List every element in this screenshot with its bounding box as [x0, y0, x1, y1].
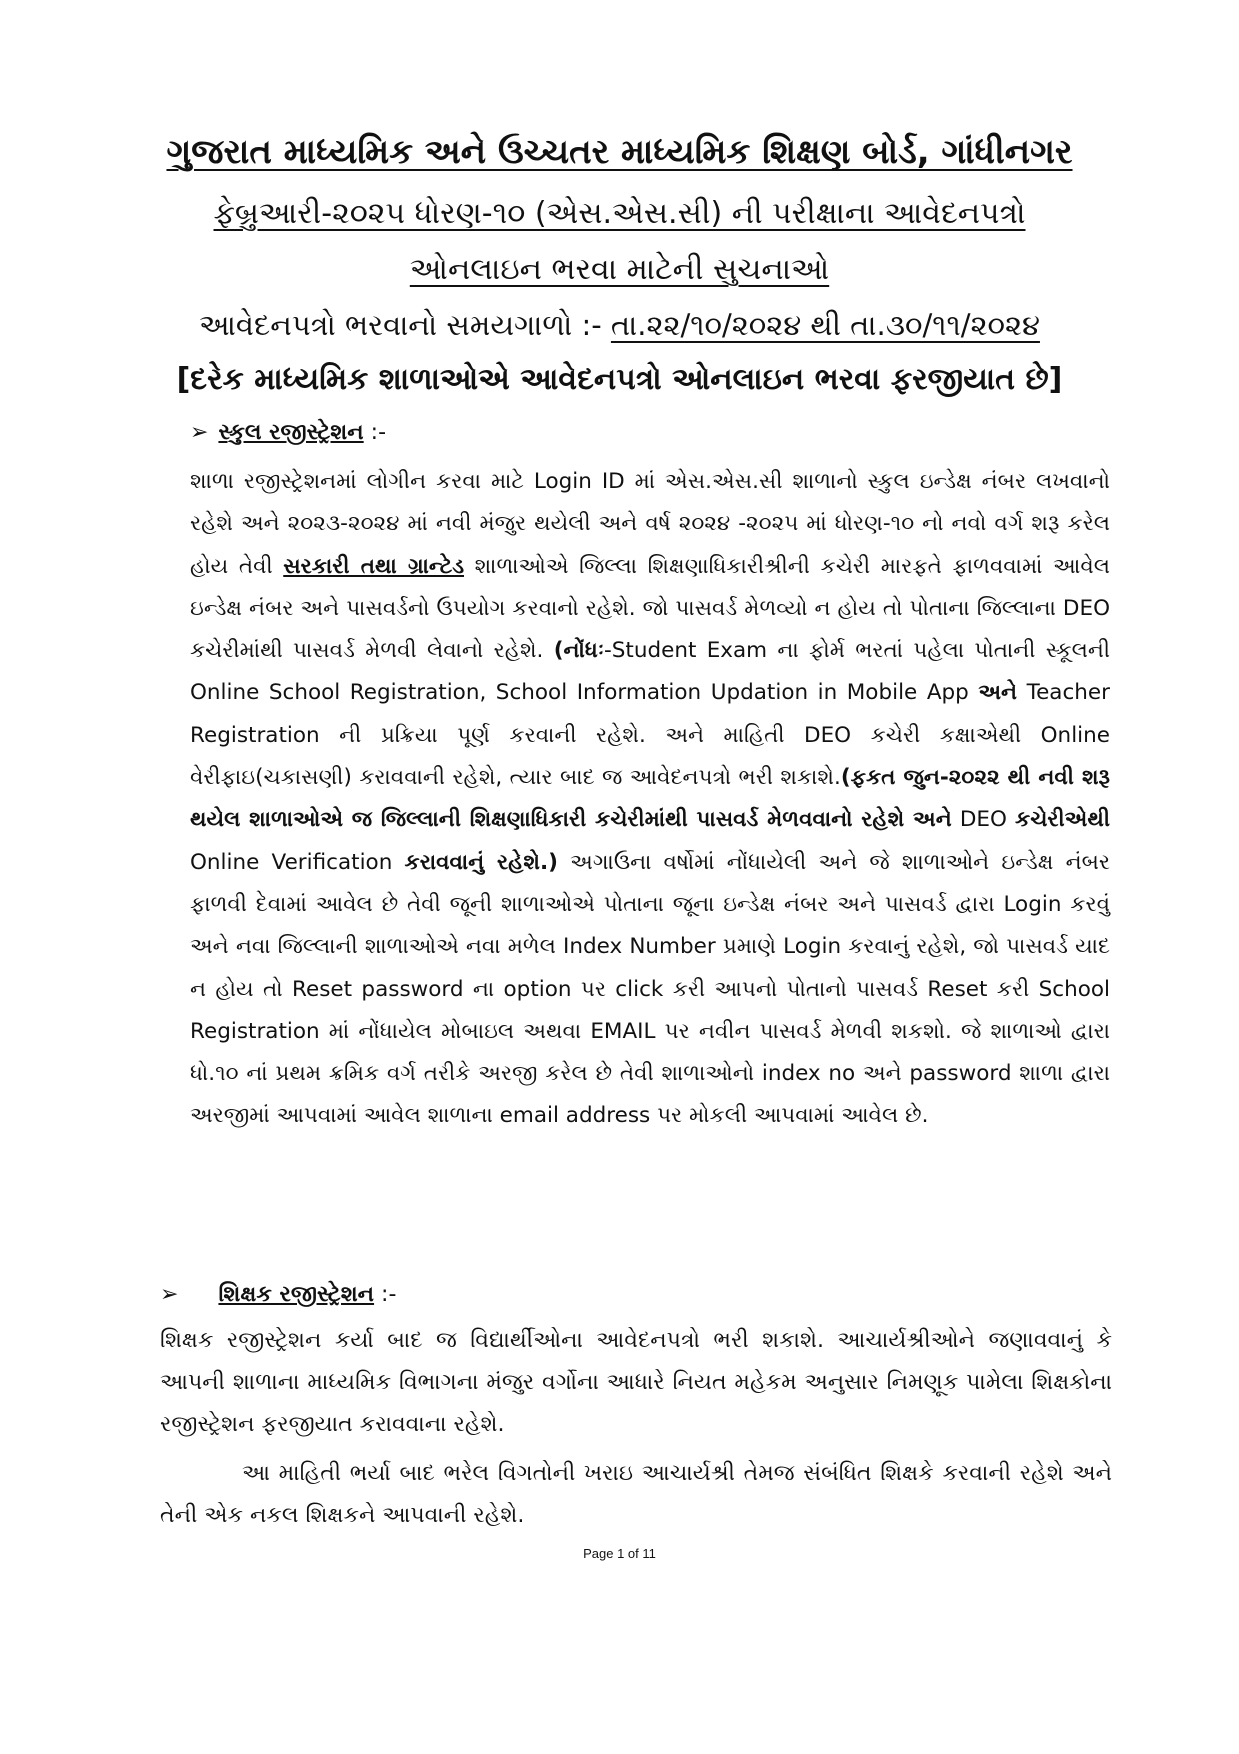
exam-subtitle: ફેબ્રુઆરી-૨૦૨૫ ધોરણ-૧૦ (એસ.એસ.સી) ની પરીક્ષાના આવેદનપત્રો [213, 196, 1026, 231]
teacher-verification-note: આ માહિતી ભર્યા બાદ ભરેલ વિગતોની ખરાઇ આચાર્યશ્રી તેમજ સંબંધિત શિક્ષકે કરવાની રહેશે અને તેની એક નકલ શિક્ષકને આપવાની રહેશે. [160, 1461, 1112, 1528]
school-registration-body: શાળા રજીસ્ટ્રેશનમાં લોગીન કરવા માટે Login ID માં એસ.એસ.સી શાળાનો સ્કુલ ઇન્ડેક્ષ નંબર લખવાનો રહેશે અને ૨૦૨૩-૨૦૨૪ માં નવી મંજુર થયેલી અને વર્ષ ૨૦૨૪ -૨૦૨૫ માં ધોરણ-૧૦ નો નવો વર્ગ શરૂ કરેલ હોય તેવી સરકારી તથા ગ્રાન્ટેડ શાળાઓએ જિલ્લા શિક્ષણાધિકારીશ્રીની કચેરી મારફતે ફાળવવામાં આવેલ ઇન્ડેક્ષ નંબર અને પાસવર્ડનો ઉપયોગ કરવાનો રહેશે. જો પાસવર્ડ મેળવ્યો ન હોય તો પોતાના જિલ્લાના DEO કચેરીમાંથી પાસવર્ડ મેળવી લેવાનો રહેશે. (નોંધઃ-Student Exam ના ફોર્મ ભરતાં પહેલા પોતાની સ્કૂલની Online School Registration, School Information Updation in Mobile App અને Teacher Registration ની પ્રક્રિયા પૂર્ણ કરવાની રહેશે. અને માહિતી DEO કચેરી કક્ષાએથી Online વેરીફાઇ(ચકાસણી) કરાવવાની રહેશે, ત્યાર બાદ જ આવેદનપત્રો ભરી શકાશે.(ફકત જુન-૨૦૨૨ થી નવી શરૂ થયેલ શાળાઓએ જ જિલ્લાની શિક્ષણાધિકારી કચેરીમાંથી પાસવર્ડ મેળવવાનો રહેશે અને DEO કચેરીએથી Online Verification કરાવવાનું રહેશે.) અગાઉના વર્ષોમાં નોંધાયેલી અને જે શાળાઓને ઇન્ડેક્ષ નંબર ફાળવી દેવામાં આવેલ છે તેવી જૂની શાળાઓએ પોતાના જૂના ઇન્ડેક્ષ નંબર અને પાસવર્ડ દ્વારા Login કરવું અને નવા જિલ્લાની શાળાઓએ નવા મળેલ Index Number પ્રમાણે Login કરવાનું રહેશે, જો પાસવર્ડ યાદ ન હોય તો Reset password ના option પર click કરી આપનો પોતાનો પાસવર્ડ Reset કરી School Registration માં નોંધાયેલ મોબાઇલ અથવા EMAIL પર નવીન પાસવર્ડ મેળવી શકશો. જે શાળાઓ દ્વારા ધો.૧૦ નાં પ્રથમ ક્રમિક વર્ગ તરીકે અરજી કરેલ છે તેવી શાળાઓનો index no અને password શાળા દ્વારા અરજીમાં આપવામાં આવેલ શાળાના email address પર મોકલી આપવામાં આવેલ છે. [190, 469, 1110, 1129]
period-label: આવેદનપત્રો ભરવાનો સમયગાળો :- [199, 308, 611, 342]
board-title: ગુજરાત માધ્યમિક અને ઉચ્ચતર માધ્યમિક શિક્ષણ બોર્ડ, ગાંધીનગર [166, 132, 1073, 172]
arrow-bullet-icon: ➢ [160, 1282, 179, 1307]
school-registration-heading: ➢ સ્કુલ રજીસ્ટ્રેશન :- [190, 420, 387, 445]
teacher-registration-heading: ➢ શિક્ષક રજીસ્ટ્રેશન :- [160, 1282, 397, 1307]
arrow-bullet-icon: ➢ [190, 420, 209, 445]
teacher-registration-body: શિક્ષક રજીસ્ટ્રેશન કર્યા બાદ જ વિદ્યાર્થીઓના આવેદનપત્રો ભરી શકાશે. આચાર્યશ્રીઓને જણાવવાનું કે આપની શાળાના માધ્યમિક વિભાગના મંજુર વર્ગોના આધારે નિયત મહેકમ અનુસાર નિમણૂક પામેલા શિક્ષકોના રજીસ્ટ્રેશન ફરજીયાત કરાવવાના રહેશે. [160, 1328, 1112, 1437]
mandatory-note: [દરેક માધ્યમિક શાળાઓએ આવેદનપત્રો ઓનલાઇન ભરવા ફરજીયાત છે] [176, 362, 1063, 397]
page-number: Page 1 of 11 [583, 1546, 656, 1561]
instructions-subtitle: ઓનલાઇન ભરવા માટેની સુચનાઓ [409, 252, 830, 287]
period-dates: તા.૨૨/૧૦/૨૦૨૪ થી તા.૩૦/૧૧/૨૦૨૪ [610, 308, 1040, 342]
application-period [0, 308, 1239, 343]
